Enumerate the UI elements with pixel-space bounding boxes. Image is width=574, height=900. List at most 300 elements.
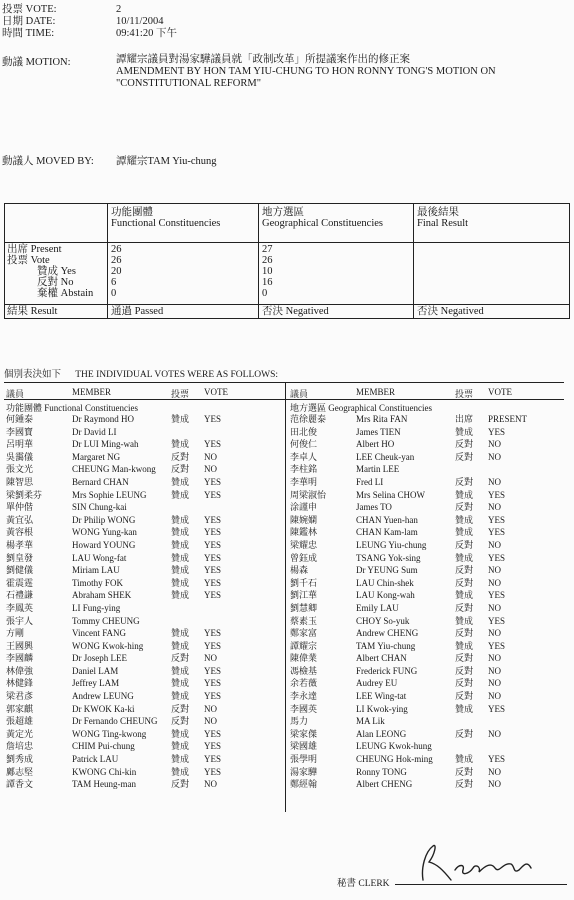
row-label-result: 結果 Result <box>7 306 58 317</box>
vote-en: NO <box>204 703 217 714</box>
vote-zh: 贊成 <box>171 741 190 752</box>
functional-members-list <box>4 413 284 791</box>
vote-zh: 贊成 <box>171 414 190 424</box>
member-name-en: LI Fung-ying <box>72 602 121 613</box>
row-label-abstain: 棄權 Abstain <box>37 288 94 299</box>
vote-zh: 贊成 <box>171 577 190 588</box>
member-name-en: CHEUNG Man-kwong <box>72 464 156 475</box>
functional-member-row <box>4 640 284 653</box>
vote-en: YES <box>488 426 506 437</box>
geographical-member-row <box>288 690 564 703</box>
vote-en: YES <box>204 439 222 450</box>
functional-abstain: 0 <box>111 288 117 299</box>
vote-en: NO <box>488 565 501 576</box>
functional-header <box>111 207 220 229</box>
functional-member-row <box>4 652 284 665</box>
member-name-en: CHAN Yuen-han <box>356 514 418 525</box>
member-name-en: Mrs Selina CHOW <box>356 489 425 500</box>
geographical-member-row <box>288 740 564 753</box>
member-name-zh: 黃宜弘 <box>6 514 34 525</box>
member-name-en: Emily LAU <box>356 602 399 613</box>
vote-zh: 反對 <box>171 451 190 462</box>
member-name-en: Miriam LAU <box>72 565 120 576</box>
vote-zh: 贊成 <box>455 489 474 500</box>
member-name-zh: 楊孝華 <box>6 539 34 550</box>
member-name-zh: 張文光 <box>6 464 34 475</box>
vote-en: YES <box>488 590 506 601</box>
vote-en: NO <box>204 451 217 462</box>
vote-zh: 反對 <box>455 728 474 739</box>
vote-en: YES <box>204 414 222 424</box>
member-name-en: SIN Chung-kai <box>72 502 127 513</box>
member-name-zh: 譚香文 <box>6 779 34 790</box>
functional-yes: 20 <box>111 266 122 277</box>
vote-en: NO <box>488 502 501 513</box>
vote-en: NO <box>488 766 501 777</box>
member-name-en: WONG Ting-kwong <box>72 728 147 739</box>
vote-zh: 贊成 <box>455 514 474 525</box>
vote-zh: 出席 <box>455 414 474 424</box>
geographical-member-row <box>288 564 564 577</box>
vote-zh: 反對 <box>171 464 190 475</box>
vote-zh: 反對 <box>455 602 474 613</box>
member-name-zh: 涂謹申 <box>290 502 318 513</box>
final-header <box>417 207 468 229</box>
member-name-en: TAM Yiu-chung <box>356 640 416 651</box>
member-name-zh: 周梁淑怡 <box>290 489 327 500</box>
vote-zh: 贊成 <box>171 514 190 525</box>
geographical-member-row <box>288 728 564 741</box>
vote-value: 2 <box>116 4 122 15</box>
left-header-zh: 議員 <box>6 389 25 399</box>
geographical-member-row <box>288 577 564 590</box>
vote-en: NO <box>204 464 217 475</box>
member-name-en: Dr Philip WONG <box>72 514 136 525</box>
time-label: 時間 TIME: <box>2 28 55 39</box>
member-name-zh: 陳智思 <box>6 476 34 487</box>
geographical-member-row <box>288 753 564 766</box>
member-name-zh: 黃容根 <box>6 527 34 538</box>
functional-member-row <box>4 514 284 527</box>
geographical-member-row <box>288 426 564 439</box>
vote-en: YES <box>204 539 222 550</box>
clerk-signature <box>415 840 565 884</box>
member-name-en: TAM Heung-man <box>72 779 137 790</box>
functional-member-row <box>4 740 284 753</box>
member-name-zh: 劉慧卿 <box>290 602 318 613</box>
vote-en: YES <box>204 552 222 563</box>
member-name-en: Mrs Rita FAN <box>356 414 408 424</box>
member-name-zh: 蔡素玉 <box>290 615 318 626</box>
geographical-member-row <box>288 413 564 426</box>
vote-en: NO <box>488 451 501 462</box>
functional-member-row <box>4 463 284 476</box>
member-name-en: Alan LEONG <box>356 728 407 739</box>
vote-zh: 反對 <box>455 678 474 689</box>
geographical-members-list <box>288 413 564 791</box>
member-name-en: Tommy CHEUNG <box>72 615 140 626</box>
vote-en: NO <box>488 628 501 639</box>
vote-en: NO <box>204 653 217 664</box>
vote-zh: 贊成 <box>455 640 474 651</box>
vote-en: NO <box>488 653 501 664</box>
vote-zh: 反對 <box>171 703 190 714</box>
geographical-member-row <box>288 589 564 602</box>
member-name-en: Dr KWOK Ka-ki <box>72 703 135 714</box>
geographical-abstain: 0 <box>262 288 268 299</box>
member-name-zh: 范徐麗泰 <box>290 414 327 424</box>
member-name-zh: 梁劉柔芬 <box>6 489 43 500</box>
member-name-zh: 陳偉業 <box>290 653 318 664</box>
vote-zh: 贊成 <box>455 590 474 601</box>
member-name-zh: 林偉強 <box>6 665 34 676</box>
member-name-en: Timothy FOK <box>72 577 123 588</box>
member-name-en: CHEUNG Hok-ming <box>356 754 433 765</box>
functional-member-row <box>4 766 284 779</box>
geographical-member-row <box>288 451 564 464</box>
geographical-header <box>262 207 383 229</box>
functional-member-row <box>4 677 284 690</box>
vote-en: NO <box>488 476 501 487</box>
vote-zh: 贊成 <box>171 754 190 765</box>
member-name-en: Dr YEUNG Sum <box>356 565 418 576</box>
functional-member-row <box>4 501 284 514</box>
functional-no: 6 <box>111 277 117 288</box>
member-name-en: Patrick LAU <box>72 754 119 765</box>
geographical-yes: 10 <box>262 266 273 277</box>
right-header-zh: 議員 <box>290 389 309 399</box>
vote-en: YES <box>204 590 222 601</box>
member-name-en: KWONG Chi-kin <box>72 766 137 777</box>
geographical-member-row <box>288 665 564 678</box>
geographical-member-row <box>288 514 564 527</box>
geographical-no: 16 <box>262 277 273 288</box>
member-name-zh: 張學明 <box>290 754 318 765</box>
vote-en: NO <box>488 779 501 790</box>
member-name-en: Dr LUI Ming-wah <box>72 439 139 450</box>
functional-member-row <box>4 690 284 703</box>
member-name-en: Bernard CHAN <box>72 476 129 487</box>
member-name-zh: 方剛 <box>6 628 25 639</box>
functional-member-row <box>4 778 284 791</box>
vote-zh: 贊成 <box>171 640 190 651</box>
vote-zh: 反對 <box>455 577 474 588</box>
vote-en: YES <box>488 514 506 525</box>
geographical-header-en: Geographical Constituencies <box>262 218 384 229</box>
vote-en: YES <box>204 741 222 752</box>
vote-zh: 反對 <box>455 691 474 702</box>
vote-en: YES <box>204 565 222 576</box>
vote-zh: 贊成 <box>455 703 474 714</box>
motion-label: 動議 MOTION: <box>2 57 71 68</box>
vote-zh: 贊成 <box>455 754 474 765</box>
left-header-member: MEMBER <box>72 387 112 397</box>
member-name-zh: 劉秀成 <box>6 754 34 765</box>
vote-en: YES <box>488 640 506 651</box>
functional-member-row <box>4 489 284 502</box>
geographical-member-row <box>288 552 564 565</box>
functional-member-row <box>4 539 284 552</box>
vote-zh: 反對 <box>171 653 190 664</box>
row-label-vote: 投票 Vote <box>7 255 50 266</box>
member-name-zh: 何鍾泰 <box>6 414 34 424</box>
vote-zh: 反對 <box>455 502 474 513</box>
vote-zh: 贊成 <box>171 476 190 487</box>
member-name-zh: 劉江華 <box>290 590 318 601</box>
member-name-en: LEE Cheuk-yan <box>356 451 415 462</box>
functional-header-zh: 功能團體 <box>111 207 153 218</box>
member-name-zh: 劉皇發 <box>6 552 34 563</box>
clerk-signature-line <box>395 884 567 885</box>
vote-en: NO <box>488 577 501 588</box>
member-name-zh: 李國英 <box>290 703 318 714</box>
member-name-en: Ronny TONG <box>356 766 407 777</box>
member-name-zh: 田北俊 <box>290 426 318 437</box>
vote-zh: 贊成 <box>171 552 190 563</box>
functional-member-row <box>4 728 284 741</box>
moved-by-value: 譚耀宗TAM Yiu-chung <box>116 156 217 167</box>
vote-zh: 贊成 <box>171 539 190 550</box>
member-name-en: Mrs Sophie LEUNG <box>72 489 147 500</box>
member-name-en: Albert HO <box>356 439 395 450</box>
member-name-zh: 鄺志堅 <box>6 766 34 777</box>
vote-zh: 贊成 <box>171 565 190 576</box>
vote-zh: 贊成 <box>171 439 190 450</box>
member-name-zh: 鄭家富 <box>290 628 318 639</box>
member-name-en: LI Kwok-ying <box>356 703 408 714</box>
member-name-en: Frederick FUNG <box>356 665 418 676</box>
member-name-zh: 石禮謙 <box>6 590 34 601</box>
vote-en: YES <box>204 678 222 689</box>
member-name-zh: 陳婉嫻 <box>290 514 318 525</box>
member-name-en: MA Lik <box>356 716 385 727</box>
functional-member-row <box>4 615 284 628</box>
vote-en: NO <box>488 728 501 739</box>
member-name-zh: 李卓人 <box>290 451 318 462</box>
vote-zh: 反對 <box>171 716 190 727</box>
geographical-vote: 26 <box>262 255 273 266</box>
member-name-zh: 曾鈺成 <box>290 552 318 563</box>
functional-member-row <box>4 589 284 602</box>
functional-member-row <box>4 577 284 590</box>
vote-zh: 反對 <box>455 539 474 550</box>
member-name-en: Abraham SHEK <box>72 590 132 601</box>
vote-en: YES <box>204 489 222 500</box>
member-name-en: Albert CHAN <box>356 653 407 664</box>
geographical-member-row <box>288 766 564 779</box>
member-name-zh: 霍震霆 <box>6 577 34 588</box>
member-name-en: LEUNG Kwok-hung <box>356 741 432 752</box>
member-name-zh: 陳鑑林 <box>290 527 318 538</box>
functional-vote: 26 <box>111 255 122 266</box>
geographical-member-row <box>288 463 564 476</box>
vote-en: YES <box>488 754 506 765</box>
functional-member-row <box>4 753 284 766</box>
member-name-zh: 張超雄 <box>6 716 34 727</box>
member-name-en: LAU Chin-shek <box>356 577 414 588</box>
geographical-member-row <box>288 778 564 791</box>
vote-zh: 反對 <box>455 779 474 790</box>
member-name-en: LAU Kong-wah <box>356 590 415 601</box>
member-name-en: Andrew LEUNG <box>72 691 134 702</box>
vote-header <box>0 4 300 44</box>
vote-zh: 贊成 <box>171 691 190 702</box>
vote-en: YES <box>204 766 222 777</box>
geographical-member-row <box>288 615 564 628</box>
member-name-en: CHIM Pui-chung <box>72 741 135 752</box>
vote-en: NO <box>204 779 217 790</box>
summary-table <box>4 203 570 319</box>
final-header-en: Final Result <box>417 218 469 229</box>
vote-en: YES <box>204 754 222 765</box>
member-name-en: Jeffrey LAM <box>72 678 120 689</box>
row-label-no: 反對 No <box>37 277 74 288</box>
member-name-zh: 吳靄儀 <box>6 451 34 462</box>
vote-zh: 贊成 <box>171 590 190 601</box>
member-name-zh: 王國興 <box>6 640 34 651</box>
vote-zh: 贊成 <box>455 426 474 437</box>
vote-zh: 贊成 <box>171 527 190 538</box>
vote-en: NO <box>488 539 501 550</box>
functional-member-row <box>4 438 284 451</box>
vote-zh: 反對 <box>455 439 474 450</box>
vote-en: YES <box>204 527 222 538</box>
final-result: 否決 Negatived <box>417 306 484 317</box>
vote-en: YES <box>488 703 506 714</box>
vote-zh: 反對 <box>455 766 474 777</box>
functional-member-row <box>4 426 284 439</box>
vote-zh: 反對 <box>455 665 474 676</box>
member-name-en: Audrey EU <box>356 678 398 689</box>
member-name-zh: 楊森 <box>290 565 309 576</box>
functional-member-row <box>4 665 284 678</box>
vote-zh: 贊成 <box>171 678 190 689</box>
vote-zh: 贊成 <box>171 665 190 676</box>
vote-en: NO <box>204 716 217 727</box>
member-name-en: Andrew CHENG <box>356 628 419 639</box>
votes-table <box>4 382 564 819</box>
member-name-zh: 李柱銘 <box>290 464 318 475</box>
member-name-zh: 梁國雄 <box>290 741 318 752</box>
functional-present: 26 <box>111 244 122 255</box>
geographical-member-row <box>288 539 564 552</box>
member-name-zh: 呂明華 <box>6 439 34 450</box>
functional-member-row <box>4 703 284 716</box>
member-name-en: Martin LEE <box>356 464 400 475</box>
functional-member-row <box>4 476 284 489</box>
right-header-zh-vote: 投票 <box>455 389 474 399</box>
geographical-member-row <box>288 476 564 489</box>
motion-en-line1: AMENDMENT BY HON TAM YIU-CHUNG TO HON RONNY TONG'S MOTION ON <box>116 66 496 77</box>
vote-en: NO <box>488 602 501 613</box>
vote-zh: 反對 <box>455 628 474 639</box>
vote-zh: 反對 <box>455 476 474 487</box>
member-name-zh: 鄭經翰 <box>290 779 318 790</box>
member-name-en: Howard YOUNG <box>72 539 136 550</box>
member-name-zh: 黃定光 <box>6 728 34 739</box>
member-name-zh: 林健鋒 <box>6 678 34 689</box>
votes-title: 個別表決如下 THE INDIVIDUAL VOTES WERE AS FOLLOWS: <box>4 370 278 380</box>
functional-member-row <box>4 715 284 728</box>
date-value: 10/11/2004 <box>116 16 164 27</box>
geographical-section-title: 地方選區 Geographical Constituencies <box>290 403 432 413</box>
functional-header-en: Functional Constituencies <box>111 218 221 229</box>
member-name-en: CHOY So-yuk <box>356 615 410 626</box>
date-label: 日期 DATE: <box>2 16 56 27</box>
vote-en: NO <box>488 439 501 450</box>
functional-result: 通過 Passed <box>111 306 164 317</box>
geographical-member-row <box>288 640 564 653</box>
vote-label: 投票 VOTE: <box>2 4 57 15</box>
right-header-vote: VOTE <box>488 387 512 397</box>
vote-en: YES <box>488 552 506 563</box>
vote-zh: 反對 <box>455 653 474 664</box>
member-name-en: CHAN Kam-lam <box>356 527 418 538</box>
vote-zh: 贊成 <box>171 489 190 500</box>
vote-zh: 贊成 <box>171 766 190 777</box>
clerk-label: 秘書 CLERK <box>337 879 390 889</box>
member-name-en: LEUNG Yiu-chung <box>356 539 427 550</box>
member-name-zh: 張宇人 <box>6 615 34 626</box>
vote-en: NO <box>488 691 501 702</box>
geographical-member-row <box>288 602 564 615</box>
vote-en: YES <box>204 476 222 487</box>
vote-zh: 贊成 <box>455 527 474 538</box>
member-name-en: TSANG Yok-sing <box>356 552 421 563</box>
functional-section-title: 功能團體 Functional Constituencies <box>6 403 138 413</box>
functional-member-row <box>4 552 284 565</box>
member-name-en: Dr Raymond HO <box>72 414 134 424</box>
row-label-present: 出席 Present <box>7 244 62 255</box>
member-name-zh: 李華明 <box>290 476 318 487</box>
vote-en: YES <box>488 489 506 500</box>
member-name-en: WONG Yung-kan <box>72 527 137 538</box>
member-name-zh: 李國寶 <box>6 426 34 437</box>
member-name-en: Vincent FANG <box>72 628 127 639</box>
vote-en: YES <box>204 691 222 702</box>
vote-zh: 反對 <box>455 565 474 576</box>
geographical-result: 否決 Negatived <box>262 306 329 317</box>
motion-en-line2: "CONSTITUTIONAL REFORM" <box>116 78 261 89</box>
member-name-en: Dr David LI <box>72 426 117 437</box>
member-name-en: James TO <box>356 502 392 513</box>
geographical-member-row <box>288 489 564 502</box>
member-name-en: LAU Wong-fat <box>72 552 127 563</box>
vote-en: PRESENT <box>488 414 528 424</box>
functional-member-row <box>4 627 284 640</box>
geographical-member-row <box>288 703 564 716</box>
member-name-zh: 余若薇 <box>290 678 318 689</box>
vote-en: YES <box>204 665 222 676</box>
geographical-member-row <box>288 501 564 514</box>
functional-member-row <box>4 413 284 426</box>
member-name-en: Daniel LAM <box>72 665 119 676</box>
motion-zh: 譚耀宗議員對湯家驊議員就「政制改革」所提議案作出的修正案 <box>116 54 410 65</box>
vote-zh: 反對 <box>455 451 474 462</box>
member-name-en: Fred LI <box>356 476 384 487</box>
member-name-zh: 劉千石 <box>290 577 318 588</box>
left-header-vote: VOTE <box>204 387 228 397</box>
member-name-zh: 馬力 <box>290 716 309 727</box>
member-name-en: Margaret NG <box>72 451 121 462</box>
member-name-zh: 何俊仁 <box>290 439 318 450</box>
member-name-zh: 劉健儀 <box>6 565 34 576</box>
vote-en: YES <box>204 728 222 739</box>
member-name-zh: 湯家驊 <box>290 766 318 777</box>
time-value: 09:41:20 下午 <box>116 28 177 39</box>
vote-zh: 贊成 <box>171 728 190 739</box>
vote-zh: 贊成 <box>171 628 190 639</box>
